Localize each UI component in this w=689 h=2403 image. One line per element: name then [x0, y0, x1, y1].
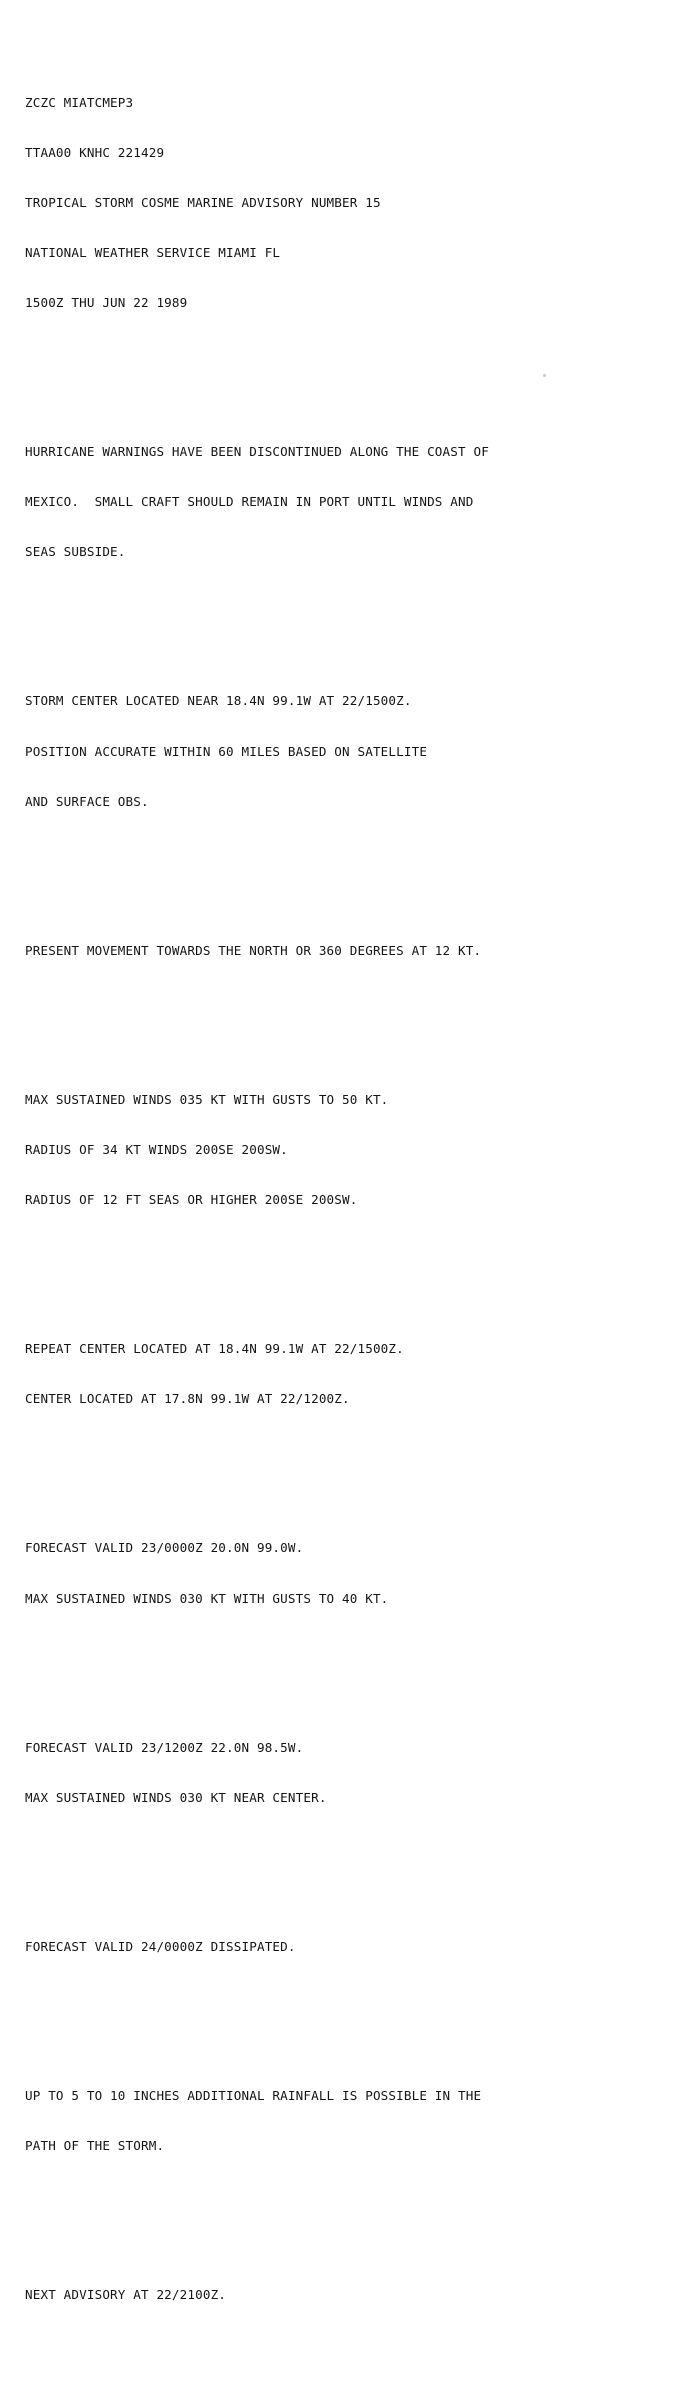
rainfall-line: PATH OF THE STORM.	[25, 2138, 165, 2154]
warnings-paragraph	[25, 411, 665, 595]
warnings-line: HURRICANE WARNINGS HAVE BEEN DISCONTINUED ALONG THE COAST OF	[25, 444, 489, 460]
movement-line: PRESENT MOVEMENT TOWARDS THE NORTH OR 360 DEGREES AT 12 KT.	[25, 942, 482, 958]
wind-radius-line: RADIUS OF 34 KT WINDS 200SE 200SW.	[25, 1142, 288, 1157]
seas-radius-line: RADIUS OF 12 FT SEAS OR HIGHER 200SE 200SW.	[25, 1192, 358, 1208]
next-advisory-paragraph	[25, 2254, 665, 2338]
forecast-paragraph	[25, 1906, 665, 1990]
forecast-paragraph	[25, 1706, 665, 1840]
rainfall-paragraph	[25, 2055, 665, 2189]
issue-time: 1500Z THU JUN 22 1989	[25, 294, 188, 310]
advisory-bulletin	[25, 11, 665, 2403]
storm-center-line: STORM CENTER LOCATED NEAR 18.4N 99.1W AT 22/1500Z.	[25, 693, 412, 709]
header-block	[25, 61, 665, 345]
movement-paragraph	[25, 909, 665, 993]
warnings-line: MEXICO. SMALL CRAFT SHOULD REMAIN IN PORT UNTIL WINDS AND	[25, 494, 474, 510]
forecast-dissipated-line: FORECAST VALID 24/0000Z DISSIPATED.	[25, 1938, 296, 1954]
storm-center-paragraph	[25, 660, 665, 844]
max-winds-line: MAX SUSTAINED WINDS 035 KT WITH GUSTS TO 50 KT.	[25, 1091, 389, 1107]
repeat-center-paragraph	[25, 1308, 665, 1442]
warnings-line: SEAS SUBSIDE.	[25, 544, 126, 560]
forecast-position-line: FORECAST VALID 23/1200Z 22.0N 98.5W.	[25, 1739, 304, 1755]
storm-center-line: AND SURFACE OBS.	[25, 793, 149, 809]
issuing-office: NATIONAL WEATHER SERVICE MIAMI FL	[25, 244, 281, 260]
forecast-winds-line: MAX SUSTAINED WINDS 030 KT NEAR CENTER.	[25, 1789, 327, 1805]
rainfall-line: UP TO 5 TO 10 INCHES ADDITIONAL RAINFALL IS POSSIBLE IN THE	[25, 2088, 482, 2104]
next-advisory-line: NEXT ADVISORY AT 22/2100Z.	[25, 2287, 227, 2303]
transmission-code: ZCZC MIATCMEP3	[25, 94, 134, 110]
forecast-position-line: FORECAST VALID 23/0000Z 20.0N 99.0W.	[25, 1540, 304, 1556]
advisory-title: TROPICAL STORM COSME MARINE ADVISORY NUMBER 15	[25, 194, 381, 210]
scan-speck	[543, 374, 546, 377]
forecast-paragraph	[25, 1507, 665, 1641]
forecast-winds-line: MAX SUSTAINED WINDS 030 KT WITH GUSTS TO 40 KT.	[25, 1590, 389, 1606]
previous-center-line: CENTER LOCATED AT 17.8N 99.1W AT 22/1200Z.	[25, 1391, 350, 1407]
winds-paragraph	[25, 1058, 665, 1242]
storm-center-line: POSITION ACCURATE WITHIN 60 MILES BASED ON SATELLITE	[25, 743, 428, 759]
station-code: TTAA00 KNHC 221429	[25, 144, 165, 160]
repeat-center-line: REPEAT CENTER LOCATED AT 18.4N 99.1W AT 22/1500Z.	[25, 1341, 404, 1357]
